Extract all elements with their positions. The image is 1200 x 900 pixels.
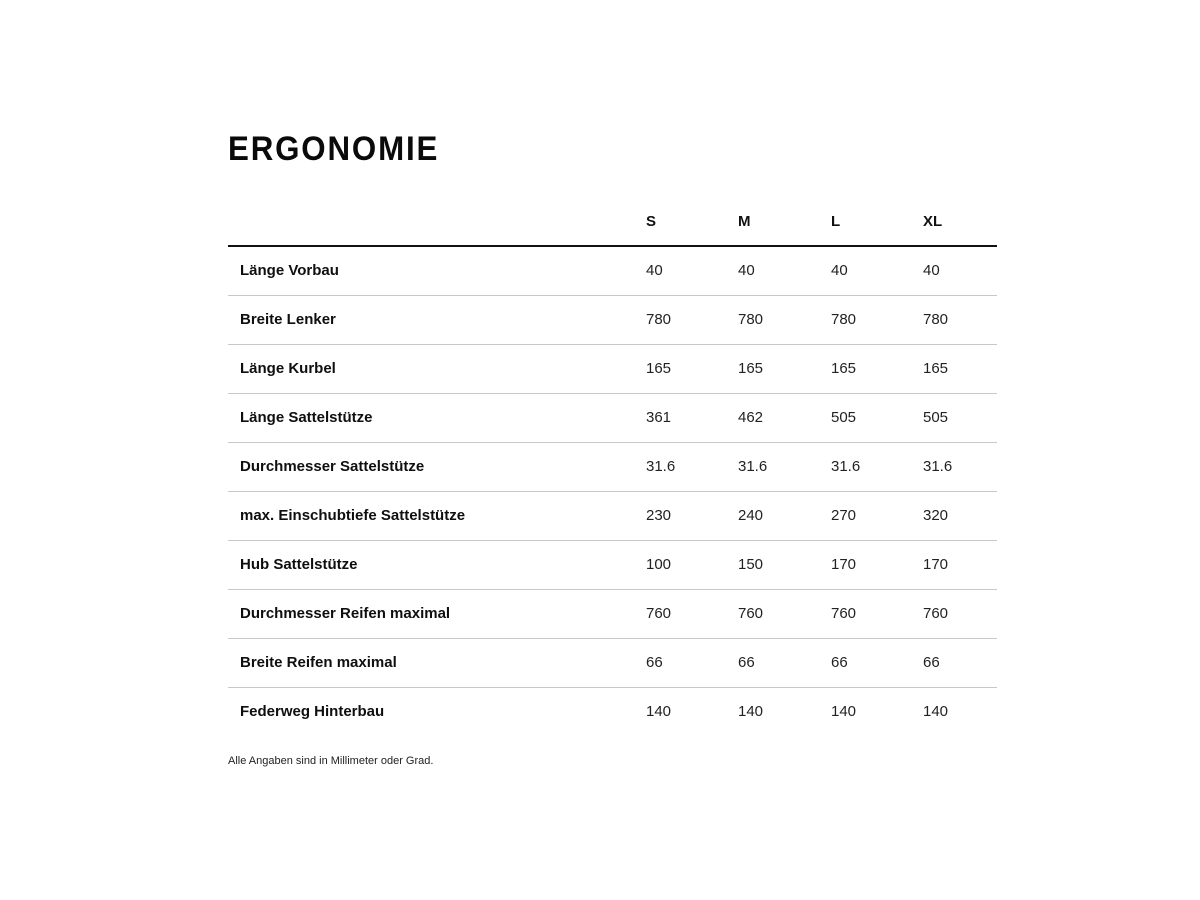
cell-value-m: 31.6 [738, 442, 831, 491]
table-row [228, 687, 997, 736]
row-label: Länge Sattelstütze [228, 393, 646, 442]
cell-value-l: 270 [831, 491, 923, 540]
column-header-xl: XL [923, 200, 997, 246]
row-label: Breite Lenker [228, 295, 646, 344]
row-label: max. Einschubtiefe Sattelstütze [228, 491, 646, 540]
cell-value-m: 780 [738, 295, 831, 344]
table-row [228, 589, 997, 638]
cell-value-xl: 40 [923, 246, 997, 295]
cell-value-m: 40 [738, 246, 831, 295]
table-row [228, 540, 997, 589]
row-label: Durchmesser Sattelstütze [228, 442, 646, 491]
table-row [228, 442, 997, 491]
cell-value-m: 760 [738, 589, 831, 638]
cell-value-s: 230 [646, 491, 738, 540]
table-row [228, 344, 997, 393]
section-title: ERGONOMIE [228, 130, 440, 168]
row-label: Federweg Hinterbau [240, 703, 385, 721]
cell-value-s: 760 [646, 589, 738, 638]
column-header-s: S [646, 200, 738, 246]
table-row [228, 246, 997, 295]
header-label-cell [228, 200, 646, 246]
column-header-m: M [738, 200, 831, 246]
cell-value-l: 780 [831, 295, 923, 344]
table-header-row [228, 200, 997, 246]
row-label: Breite Reifen maximal [228, 638, 646, 687]
cell-value-xl: 31.6 [923, 442, 997, 491]
cell-value-s: 140 [646, 703, 672, 721]
row-label: Hub Sattelstütze [228, 540, 646, 589]
cell-value-m: 240 [738, 491, 831, 540]
cell-value-s: 100 [646, 540, 738, 589]
cell-value-s: 31.6 [646, 442, 738, 491]
cell-value-l: 31.6 [831, 442, 923, 491]
cell-value-xl: 760 [923, 589, 997, 638]
cell-value-xl: 165 [923, 344, 997, 393]
cell-value-m: 165 [738, 344, 831, 393]
row-label: Länge Kurbel [228, 344, 646, 393]
cell-value-l: 505 [831, 393, 923, 442]
column-header-l: L [831, 200, 923, 246]
cell-value-m: 462 [738, 393, 831, 442]
cell-value-xl: 505 [923, 393, 997, 442]
row-label: Durchmesser Reifen maximal [228, 589, 646, 638]
table-row [228, 638, 997, 687]
table-row [228, 295, 997, 344]
cell-value-s: 165 [646, 344, 738, 393]
row-label: Länge Vorbau [228, 246, 646, 295]
cell-value-m: 140 [738, 703, 764, 721]
cell-value-xl: 320 [923, 491, 997, 540]
ergonomics-section [228, 128, 997, 767]
cell-value-xl: 780 [923, 295, 997, 344]
cell-value-l: 66 [831, 638, 923, 687]
cell-value-l: 170 [831, 540, 923, 589]
ergonomics-table [228, 200, 997, 736]
cell-value-l: 40 [831, 246, 923, 295]
cell-value-s: 40 [646, 246, 738, 295]
cell-value-l: 140 [831, 703, 857, 721]
cell-value-xl: 170 [923, 540, 997, 589]
units-footnote: Alle Angaben sind in Millimeter oder Grad. [228, 755, 434, 767]
cell-value-xl: 66 [923, 638, 997, 687]
cell-value-m: 66 [738, 638, 831, 687]
table-row [228, 491, 997, 540]
cell-value-l: 760 [831, 589, 923, 638]
table-row [228, 393, 997, 442]
cell-value-s: 780 [646, 295, 738, 344]
cell-value-l: 165 [831, 344, 923, 393]
cell-value-s: 361 [646, 393, 738, 442]
cell-value-xl: 140 [923, 703, 949, 721]
cell-value-m: 150 [738, 540, 831, 589]
cell-value-s: 66 [646, 638, 738, 687]
